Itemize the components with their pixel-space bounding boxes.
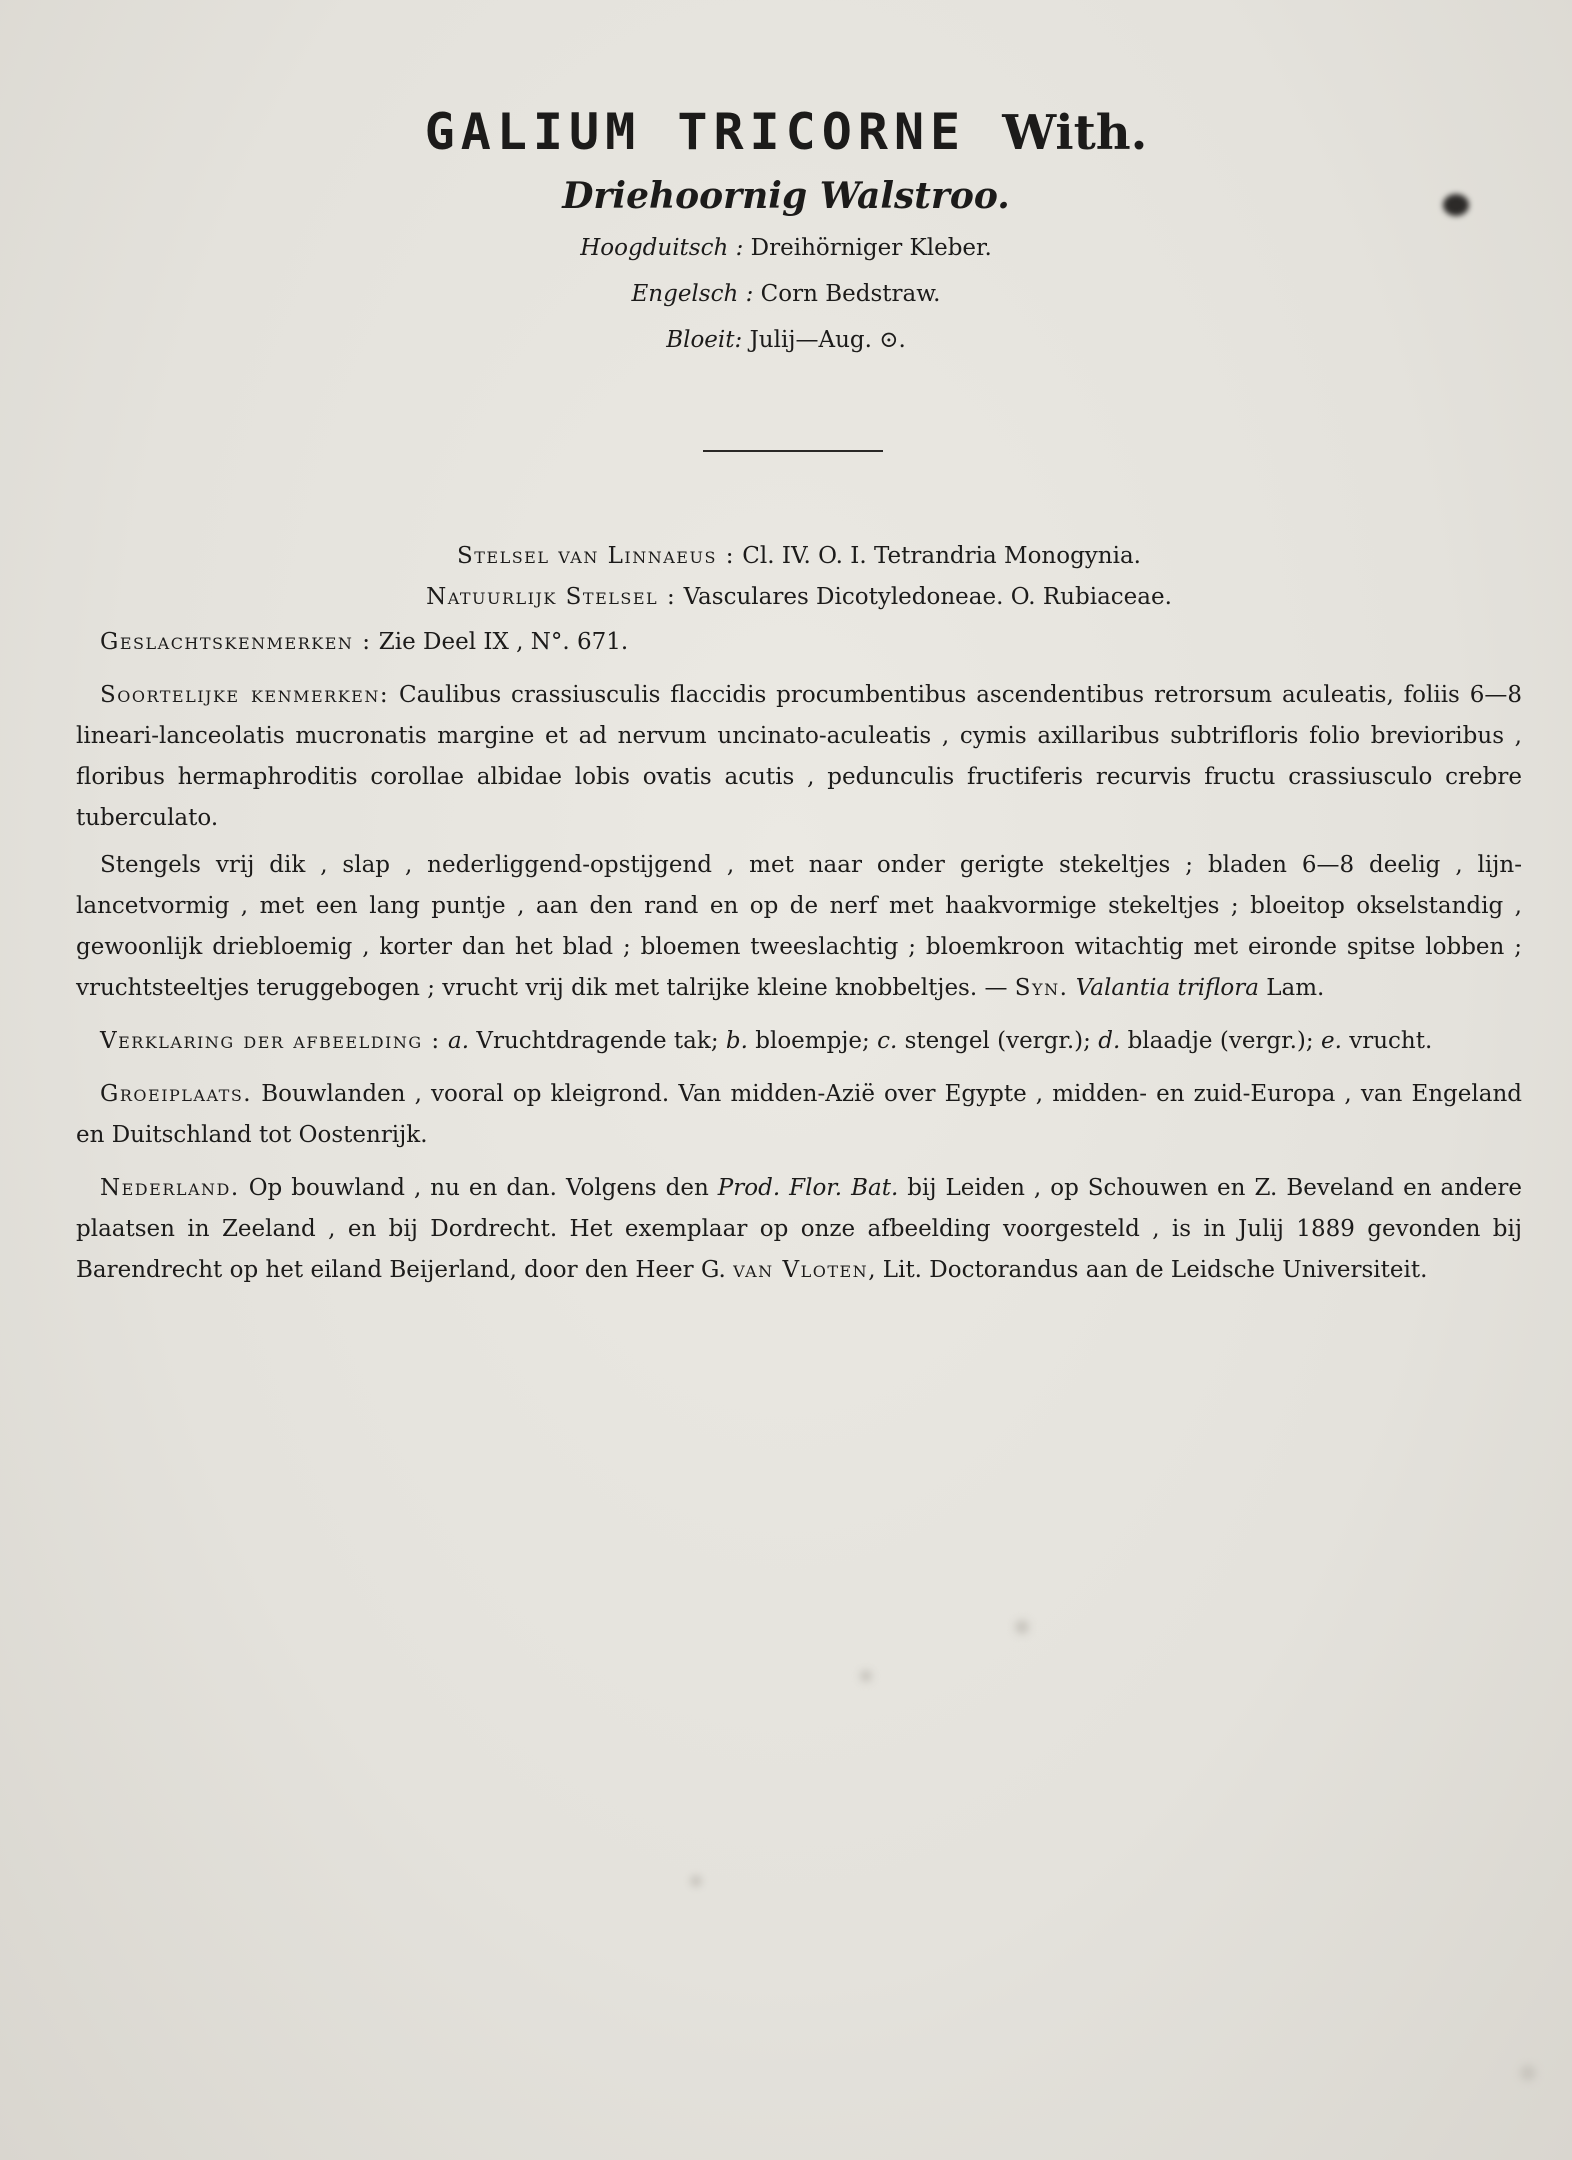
english-name-line: [0, 271, 1572, 317]
netherlands-text-1: Op bouwland , nu en dan. Volgens den: [248, 1175, 709, 1201]
german-label: Hoogduitsch :: [580, 235, 744, 261]
description-body: [76, 536, 1522, 1303]
explanation-key: c.: [877, 1028, 898, 1054]
netherlands-person: van Vloten: [733, 1257, 869, 1283]
english-name: Corn Bedstraw.: [760, 281, 941, 307]
german-name: Dreihörniger Kleber.: [750, 235, 992, 261]
explanation-key: a.: [448, 1028, 470, 1054]
species-paragraph: [76, 675, 1522, 839]
linnaeus-line: [76, 536, 1522, 577]
explanation-text: Vruchtdragende tak;: [476, 1028, 719, 1054]
bloom-label: Bloeit:: [666, 327, 743, 353]
syn-name: Valantia triflora: [1075, 975, 1259, 1001]
explanation-key: d.: [1098, 1028, 1121, 1054]
species-title: [0, 100, 1572, 165]
description-text: Stengels vrij dik , slap , nederliggend-opstijgend , met naar onder gerigte stekeltjes ; bladen 6—8 deelig , lijn-lancetvormig , met een lang puntje , aan den rand en op de nerf met haakvormige stekeltjes ; bloeitop okselstandig , gewoonlijk driebloemig , korter dan het blad ; bloemen tweeslachtig ; bloemkroon witachtig met eironde spitse lobben ; vruchtsteeltjes teruggebogen ; vrucht vrij dik met talrijke kleine knobbeltjes. —: [76, 852, 1522, 1001]
natural-text: Vasculares Dicotyledoneae. O. Rubiaceae.: [683, 584, 1172, 610]
species-text: Caulibus crassiusculis flaccidis procumbentibus ascendentibus retrorsum aculeatis, foliis 6—8 lineari-lanceolatis mucronatis margine et ad nervum uncinato-aculeatis , cymis axillaribus subtrifloris folio brevioribus , floribus hermaphroditis corollae albidae lobis ovatis acutis , pedunculis fructiferis recurvis fructu crassiusculo crebre tuberculato.: [76, 682, 1522, 831]
explanation-text: bloempje;: [755, 1028, 870, 1054]
paper-speck: [1015, 1620, 1029, 1634]
dutch-name: Driehoornig Walstroo.: [562, 175, 1010, 217]
explanation-paragraph: [76, 1021, 1522, 1062]
title-genus-species: GALIUM TRICORNE: [424, 103, 967, 161]
explanation-key: e.: [1320, 1028, 1342, 1054]
linnaeus-text: Cl. IV. O. I. Tetrandria Monogynia.: [742, 543, 1141, 569]
syn-label: Syn.: [1014, 975, 1069, 1001]
bloom-value: Julij—Aug. ⊙.: [749, 327, 906, 353]
species-label: Soortelijke kenmerken:: [100, 682, 390, 708]
netherlands-text-3: , Lit. Doctorandus aan de Leidsche Universiteit.: [868, 1257, 1428, 1283]
title-author: With.: [1002, 105, 1148, 161]
dutch-description-paragraph: [76, 845, 1522, 1009]
natural-system-line: [76, 577, 1522, 618]
genus-text: Zie Deel IX , N°. 671.: [378, 629, 629, 655]
linnaeus-label: Stelsel van Linnaeus :: [456, 543, 735, 569]
netherlands-label: Nederland.: [100, 1175, 240, 1201]
divider-rule: [703, 450, 883, 452]
paper-speck: [1520, 2065, 1536, 2081]
habitat-paragraph: [76, 1074, 1522, 1156]
natural-label: Natuurlijk Stelsel :: [426, 584, 677, 610]
habitat-label: Groeiplaats.: [100, 1081, 253, 1107]
explanation-text: blaadje (vergr.);: [1127, 1028, 1314, 1054]
netherlands-reference: Prod. Flor. Bat.: [717, 1175, 899, 1201]
page-header: [0, 100, 1572, 363]
syn-author: Lam.: [1266, 975, 1325, 1001]
explanation-text: vrucht.: [1349, 1028, 1433, 1054]
habitat-text: Bouwlanden , vooral op kleigrond. Van midden-Azië over Egypte , midden- en zuid-Europa , van Engeland en Duitschland tot Oostenrijk.: [76, 1081, 1522, 1148]
paper-speck: [860, 1670, 872, 1682]
explanation-label: Verklaring der afbeelding :: [100, 1028, 441, 1054]
netherlands-paragraph: [76, 1168, 1522, 1291]
netherlands-text-2: bij Leiden , op Schouwen en Z. Beveland en andere plaatsen in Zeeland , en bij Dordrecht. Het exemplaar op onze afbeelding voorgesteld , is in Julij 1889 gevonden bij Barendrecht op het eiland Beijerland, door den Heer G.: [76, 1175, 1523, 1283]
english-label: Engelsch :: [631, 281, 754, 307]
explanation-text: stengel (vergr.);: [904, 1028, 1091, 1054]
genus-paragraph: [76, 622, 1522, 663]
paper-speck: [690, 1875, 702, 1887]
explanation-key: b.: [725, 1028, 748, 1054]
bloom-line: [0, 317, 1572, 363]
german-name-line: [0, 225, 1572, 271]
genus-label: Geslachtskenmerken :: [100, 629, 372, 655]
